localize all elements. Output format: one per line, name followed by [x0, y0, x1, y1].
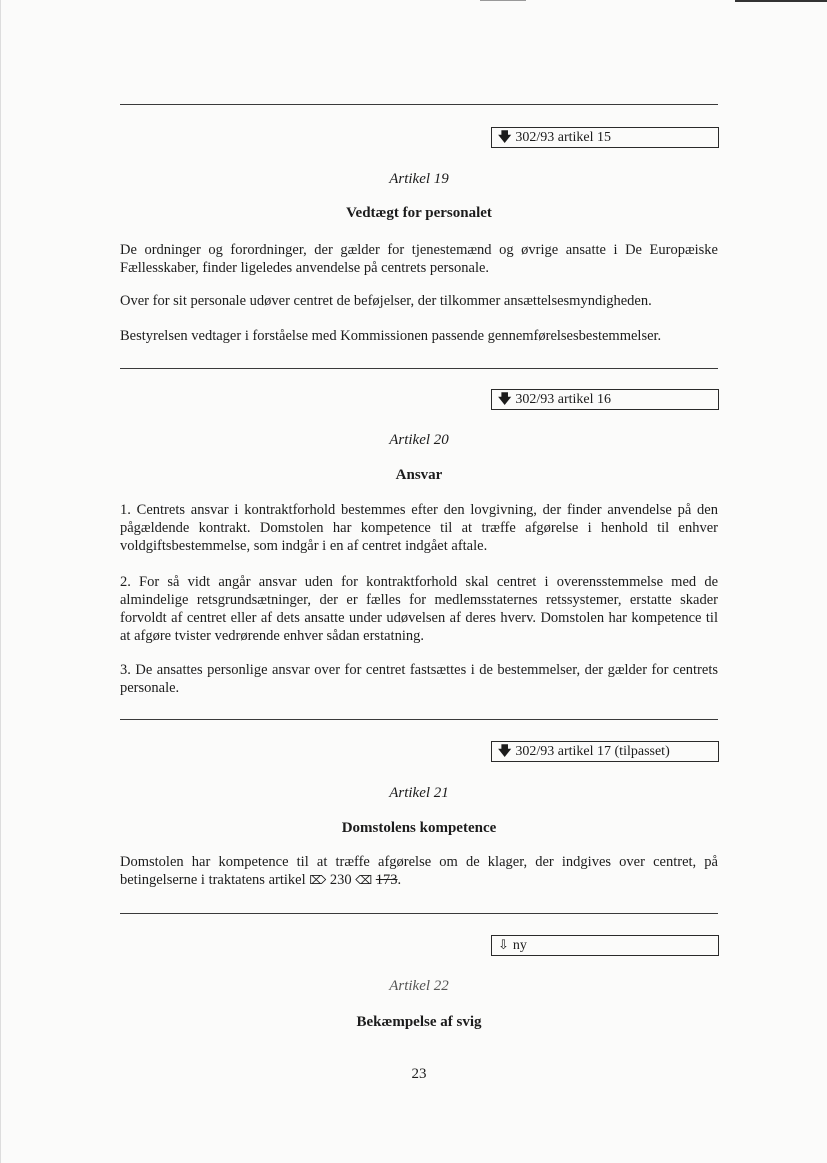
source-reference-box [491, 935, 719, 956]
section-divider [120, 368, 718, 369]
scan-edge [0, 0, 1, 1163]
article-title: Vedtægt for personalet [346, 205, 492, 221]
article-number: Artikel 19 [389, 171, 449, 187]
down-arrow-icon: 🡇 [498, 392, 512, 407]
paragraph-text: . [397, 872, 402, 888]
scan-artifact-line [480, 0, 526, 1]
article-title: Domstolens kompetence [341, 820, 497, 836]
paragraph: Over for sit personale udøver centret de beføjelser, der tilkommer ansættelsesmyndigheden. [120, 293, 652, 309]
down-arrow-icon: 🡇 [498, 130, 512, 145]
paragraph: 3. De ansattes personlige ansvar over for centret fastsættes i de bestemmelser, der gælder for centrets personale. [120, 662, 718, 696]
hollow-down-arrow-icon: ⇩ [498, 938, 509, 953]
inserted-text: 230 [329, 872, 352, 888]
scan-artifact-line [735, 0, 827, 2]
paragraph [120, 853, 718, 889]
deleted-text: 173 [375, 872, 398, 888]
article-title: Bekæmpelse af svig [356, 1014, 482, 1030]
paragraph: 2. For så vidt angår ansvar uden for kontraktforhold skal centret i overensstemmelse med de almindelige retsgrundsætninger, der er fælles for medlemsstaternes retssystemer, erstatte skader forvoldt af centret eller af dets ansatte under udøvelsen af deres hverv. Domstolen har kompetence til at afgøre tvister vedrørende enhver sådan erstatning. [120, 574, 718, 644]
source-reference: ny [512, 938, 527, 953]
source-reference-box [491, 741, 719, 762]
section-divider [120, 719, 718, 720]
paragraph: Bestyrelsen vedtager i forståelse med Kommissionen passende gennemførelsesbestemmelser. [120, 328, 662, 344]
article-title: Ansvar [395, 467, 443, 483]
section-divider [120, 104, 718, 105]
paragraph: 1. Centrets ansvar i kontraktforhold bestemmes efter den lovgivning, der finder anvendelse på den pågældende kontrakt. Domstolen har kompetence til at træffe afgørelse i henhold til enhver voldgiftsbestemmelse, som indgår i en af centret indgået aftale. [120, 502, 718, 554]
source-reference-box [491, 127, 719, 148]
paragraph: De ordninger og forordninger, der gælder for tjenestemænd og øvrige ansatte i De Europæiske Fællesskaber, finder ligeledes anvendelse på centrets personale. [120, 242, 718, 276]
article-number: Artikel 22 [389, 978, 449, 994]
page-number: 23 [411, 1066, 427, 1082]
source-reference: 302/93 artikel 17 (tilpasset) [515, 744, 670, 759]
down-arrow-icon: 🡇 [498, 744, 512, 759]
article-number: Artikel 21 [389, 785, 449, 801]
article-number: Artikel 20 [389, 432, 449, 448]
paragraph-text: Domstolen har kompetence til at træffe afgørelse om de klager, der indgives over centret, på betingelserne i traktatens artikel [120, 854, 718, 888]
delete-mark-icon: ⌫ [355, 873, 373, 887]
source-reference-box [491, 389, 719, 410]
source-reference: 302/93 artikel 15 [515, 130, 612, 145]
source-reference: 302/93 artikel 16 [515, 392, 612, 407]
section-divider [120, 913, 718, 914]
insert-mark-icon: ⌦ [309, 873, 327, 887]
